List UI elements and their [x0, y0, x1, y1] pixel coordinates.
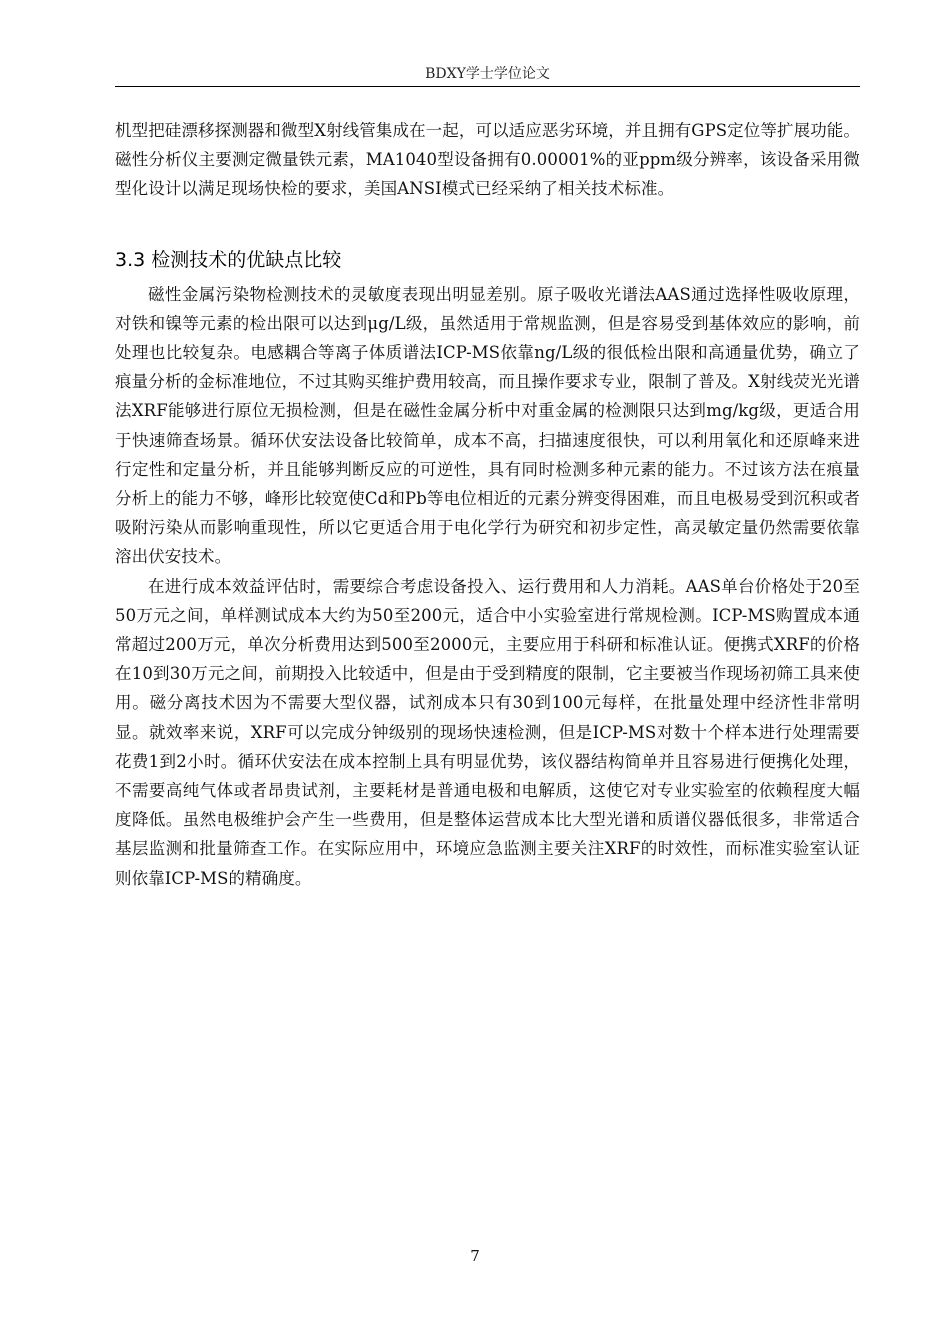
page-number: 7 [470, 1247, 480, 1265]
body-paragraph-cost: 在进行成本效益评估时，需要综合考虑设备投入、运行费用和人力消耗。AAS单台价格处于20至50万元之间，单样测试成本大约为50至200元，适合中小实验室进行常规检测。ICP-MS购置成本通常超过200万元，单次分析费用达到500至2000元，主要应用于科研和标准认证。便携式XRF的价格在10到30万元之间，前期投入比较适中，但是由于受到精度的限制，它主要被当作现场初筛工具来使用。磁分离技术因为不需要大型仪器，试剂成本只有30到100元每样，在批量处理中经济性非常明显。就效率来说，XRF可以完成分钟级别的现场快速检测，但是ICP-MS对数十个样本进行处理需要花费1到2小时。循环伏安法在成本控制上具有明显优势，该仪器结构简单并且容易进行便携化处理，不需要高纯气体或者昂贵试剂，主要耗材是普通电极和电解质，这使它对专业实验室的依赖程度大幅度降低。虽然电极维护会产生一些费用，但是整体运营成本比大型光谱和质谱仪器低很多，非常适合基层监测和批量筛查工作。在实际应用中，环境应急监测主要关注XRF的时效性，而标准实验室认证则依靠ICP-MS的精确度。 [115, 576, 860, 888]
running-header: BDXY学士学位论文 [115, 64, 860, 87]
page-body [115, 116, 860, 893]
body-paragraph-sensitivity: 磁性金属污染物检测技术的灵敏度表现出明显差别。原子吸收光谱法AAS通过选择性吸收原理，对铁和镍等元素的检出限可以达到μg/L级，虽然适用于常规监测，但是容易受到基体效应的影响，前处理也比较复杂。电感耦合等离子体质谱法ICP-MS依靠ng/L级的很低检出限和高通量优势，确立了痕量分析的金标准地位，不过其购买维护费用较高，而且操作要求专业，限制了普及。X射线荧光光谱法XRF能够进行原位无损检测，但是在磁性金属分析中对重金属的检测限只达到mg/kg级，更适合用于快速筛查场景。循环伏安法设备比较简单，成本不高，扫描速度很快，可以利用氧化和还原峰来进行定性和定量分析，并且能够判断反应的可逆性，具有同时检测多种元素的能力。不过该方法在痕量分析上的能力不够，峰形比较宽使Cd和Pb等电位相近的元素分辨变得困难，而且电极易受到沉积或者吸附污染从而影响重现性，所以它更适合用于电化学行为研究和初步定性，高灵敏定量仍然需要依靠溶出伏安技术。 [115, 284, 860, 567]
intro-paragraph: 机型把硅漂移探测器和微型X射线管集成在一起，可以适应恶劣环境，并且拥有GPS定位等扩展功能。磁性分析仪主要测定微量铁元素，MA1040型设备拥有0.00001%的亚ppm级分辨率，该设备采用微型化设计以满足现场快检的要求，美国ANSI模式已经采纳了相关技术标准。 [115, 121, 860, 199]
section-heading: 3.3 检测技术的优缺点比较 [115, 248, 342, 271]
